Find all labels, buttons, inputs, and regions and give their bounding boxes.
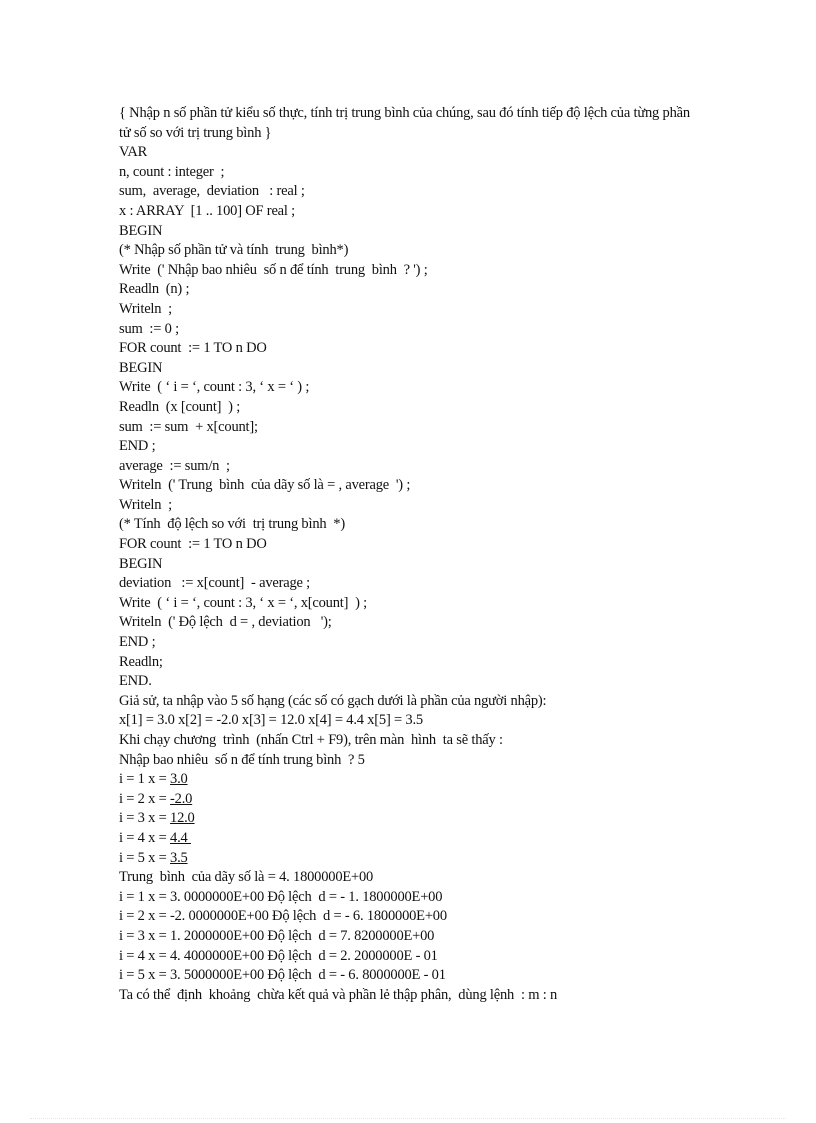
entry-prefix: i = 4 x = bbox=[119, 829, 171, 846]
code-line: END ; bbox=[119, 634, 156, 651]
explanation-run: Khi chạy chương trình (nhấn Ctrl + F9), trên màn hình ta sẽ thấy : bbox=[119, 732, 503, 748]
explanation-inputs: Giả sử, ta nhập vào 5 số hạng (các số có gạch dưới là phần của người nhập): bbox=[119, 692, 547, 709]
code-line: BEGIN bbox=[119, 555, 163, 572]
code-line: Write ( ‘ i = ‘, count : 3, ‘ x = ‘ ) ; bbox=[119, 379, 310, 396]
page-bottom-divider bbox=[30, 1118, 786, 1119]
deviation-line: i = 1 x = 3. 0000000E+00 Độ lệch d = - 1. 1800000E+00 bbox=[119, 888, 443, 905]
code-line: FOR count := 1 TO n DO bbox=[119, 536, 267, 553]
code-line: n, count : integer ; bbox=[119, 163, 225, 180]
deviation-line: i = 4 x = 4. 4000000E+00 Độ lệch d = 2. 2000000E - 01 bbox=[119, 947, 438, 964]
entry-value: 4.4 bbox=[170, 829, 191, 846]
inputs-line: x[1] = 3.0 x[2] = -2.0 x[3] = 12.0 x[4] = 4.4 x[5] = 3.5 bbox=[119, 712, 423, 729]
code-line: (* Nhập số phần tử và tính trung bình*) bbox=[119, 242, 349, 259]
deviation-line: i = 2 x = -2. 0000000E+00 Độ lệch d = - 6. 1800000E+00 bbox=[119, 908, 447, 925]
document-body bbox=[119, 104, 699, 1005]
code-line: x : ARRAY [1 .. 100] OF real ; bbox=[119, 202, 295, 219]
code-line: Writeln ; bbox=[119, 496, 172, 513]
code-line: deviation := x[count] - average ; bbox=[119, 575, 311, 592]
footer-note: Ta có thể định khoảng chừa kết quả và phần lẻ thập phân, dùng lệnh : m : n bbox=[119, 986, 558, 1003]
code-line: sum := sum + x[count]; bbox=[119, 418, 258, 435]
code-line: (* Tính độ lệch so với trị trung bình *) bbox=[119, 516, 345, 533]
entry-line bbox=[119, 809, 699, 829]
code-line: Readln (n) ; bbox=[119, 281, 190, 298]
entry-prefix: i = 1 x = bbox=[119, 771, 171, 788]
entry-line bbox=[119, 829, 699, 849]
entry-value: -2.0 bbox=[170, 790, 193, 807]
entry-prefix: i = 2 x = bbox=[119, 790, 171, 807]
entry-prefix: i = 5 x = bbox=[119, 849, 171, 866]
code-line: VAR bbox=[119, 144, 148, 161]
entry-prefix: i = 3 x = bbox=[119, 810, 171, 827]
code-line: BEGIN bbox=[119, 222, 163, 239]
code-line: Readln (x [count] ) ; bbox=[119, 398, 241, 415]
entry-list bbox=[119, 770, 699, 868]
code-line: Writeln (' Độ lệch d = , deviation '); bbox=[119, 614, 332, 631]
entry-value: 3.0 bbox=[170, 771, 188, 788]
code-line: Readln; bbox=[119, 653, 163, 670]
deviation-list bbox=[119, 888, 699, 986]
entry-line bbox=[119, 849, 699, 869]
entry-line bbox=[119, 770, 699, 790]
average-line: Trung bình của dãy số là = 4. 1800000E+00 bbox=[119, 869, 374, 886]
code-line: average := sum/n ; bbox=[119, 457, 230, 474]
code-line: END. bbox=[119, 673, 152, 690]
code-line: Write (' Nhập bao nhiêu số n để tính trung bình ? ') ; bbox=[119, 261, 428, 278]
header-comment: { Nhập n số phần tử kiểu số thực, tính trị trung bình của chúng, sau đó tính tiếp độ lệch của từng phần tử số so với trị trung bình } bbox=[119, 105, 690, 141]
code-line: Writeln (' Trung bình của dãy số là = , average ') ; bbox=[119, 477, 411, 494]
code-block bbox=[119, 143, 699, 692]
deviation-line: i = 3 x = 1. 2000000E+00 Độ lệch d = 7. 8200000E+00 bbox=[119, 927, 435, 944]
code-line: sum := 0 ; bbox=[119, 320, 179, 337]
entry-line bbox=[119, 790, 699, 810]
code-line: sum, average, deviation : real ; bbox=[119, 183, 305, 200]
code-line: FOR count := 1 TO n DO bbox=[119, 340, 267, 357]
deviation-line: i = 5 x = 3. 5000000E+00 Độ lệch d = - 6. 8000000E - 01 bbox=[119, 967, 446, 984]
entry-value: 12.0 bbox=[170, 810, 195, 827]
code-line: END ; bbox=[119, 438, 156, 455]
code-line: Write ( ‘ i = ‘, count : 3, ‘ x = ‘, x[count] ) ; bbox=[119, 594, 367, 611]
entry-value: 3.5 bbox=[170, 849, 188, 866]
code-line: BEGIN bbox=[119, 359, 163, 376]
prompt-line: Nhập bao nhiêu số n để tính trung bình ? 5 bbox=[119, 751, 365, 768]
code-line: Writeln ; bbox=[119, 300, 172, 317]
